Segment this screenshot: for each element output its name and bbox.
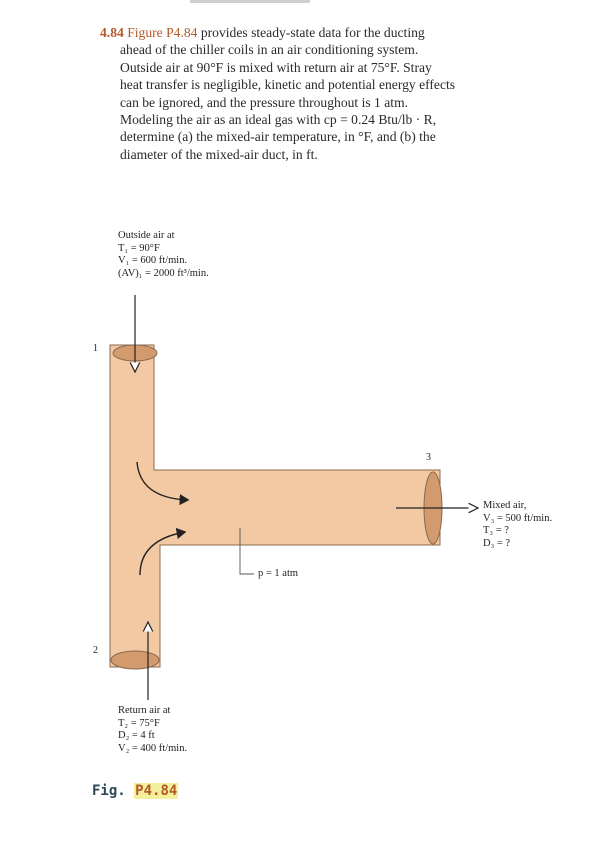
pressure-label: p = 1 atm bbox=[258, 568, 299, 579]
outside-air-v1: V₁ = 600 ft/min. bbox=[118, 255, 188, 267]
problem-line-7: determine (a) the mixed-air temperature, in °F, and (b) the bbox=[120, 129, 436, 145]
problem-line-8: diameter of the mixed-air duct, in ft. bbox=[120, 146, 318, 162]
outside-air-t1: T₁ = 90°F bbox=[118, 242, 160, 254]
figure-caption bbox=[92, 783, 178, 799]
problem-line-3: Outside air at 90°F is mixed with return air at 75°F. Stray bbox=[120, 59, 432, 75]
problem-line-4: heat transfer is negligible, kinetic and potential energy effects bbox=[120, 77, 456, 93]
return-air-label bbox=[118, 705, 187, 755]
duct-body bbox=[110, 345, 440, 667]
problem-line-5: can be ignored, and the pressure throughout is 1 atm. bbox=[120, 94, 409, 110]
mixed-air-title: Mixed air, bbox=[483, 500, 527, 511]
problem-line-6: Modeling the air as an ideal gas with cp = 0.24 Btu/lb · R, bbox=[120, 112, 437, 128]
outside-air-title: Outside air at bbox=[118, 230, 175, 241]
figure-caption-number: P4.84 bbox=[135, 783, 178, 799]
point-3-label: 3 bbox=[426, 452, 431, 463]
figure-reference: Figure P4.84 bbox=[127, 25, 198, 40]
figure-caption-prefix: Fig. bbox=[92, 783, 135, 799]
mixed-air-label bbox=[483, 500, 552, 550]
problem-line-2: ahead of the chiller coils in an air conditioning system. bbox=[120, 42, 419, 58]
mixed-air-v3: V₃ = 500 ft/min. bbox=[483, 512, 553, 524]
problem-number: 4.84 bbox=[100, 25, 124, 40]
inlet-2-opening bbox=[111, 651, 159, 669]
problem-line-1: provides steady-state data for the ducting bbox=[200, 25, 425, 40]
return-air-d2: D₂ = 4 ft bbox=[118, 730, 155, 742]
return-air-title: Return air at bbox=[118, 705, 171, 716]
point-1-label: 1 bbox=[93, 343, 98, 354]
outside-air-flow: (AV)₁ = 2000 ft³/min. bbox=[118, 267, 209, 279]
outside-air-label bbox=[118, 230, 209, 280]
point-2-label: 2 bbox=[93, 645, 98, 656]
mixed-air-d3: D₃ = ? bbox=[483, 537, 511, 549]
mixed-air-t3: T₃ = ? bbox=[483, 525, 509, 537]
return-air-t2: T₂ = 75°F bbox=[118, 717, 160, 729]
return-air-v2: V₂ = 400 ft/min. bbox=[118, 742, 188, 754]
